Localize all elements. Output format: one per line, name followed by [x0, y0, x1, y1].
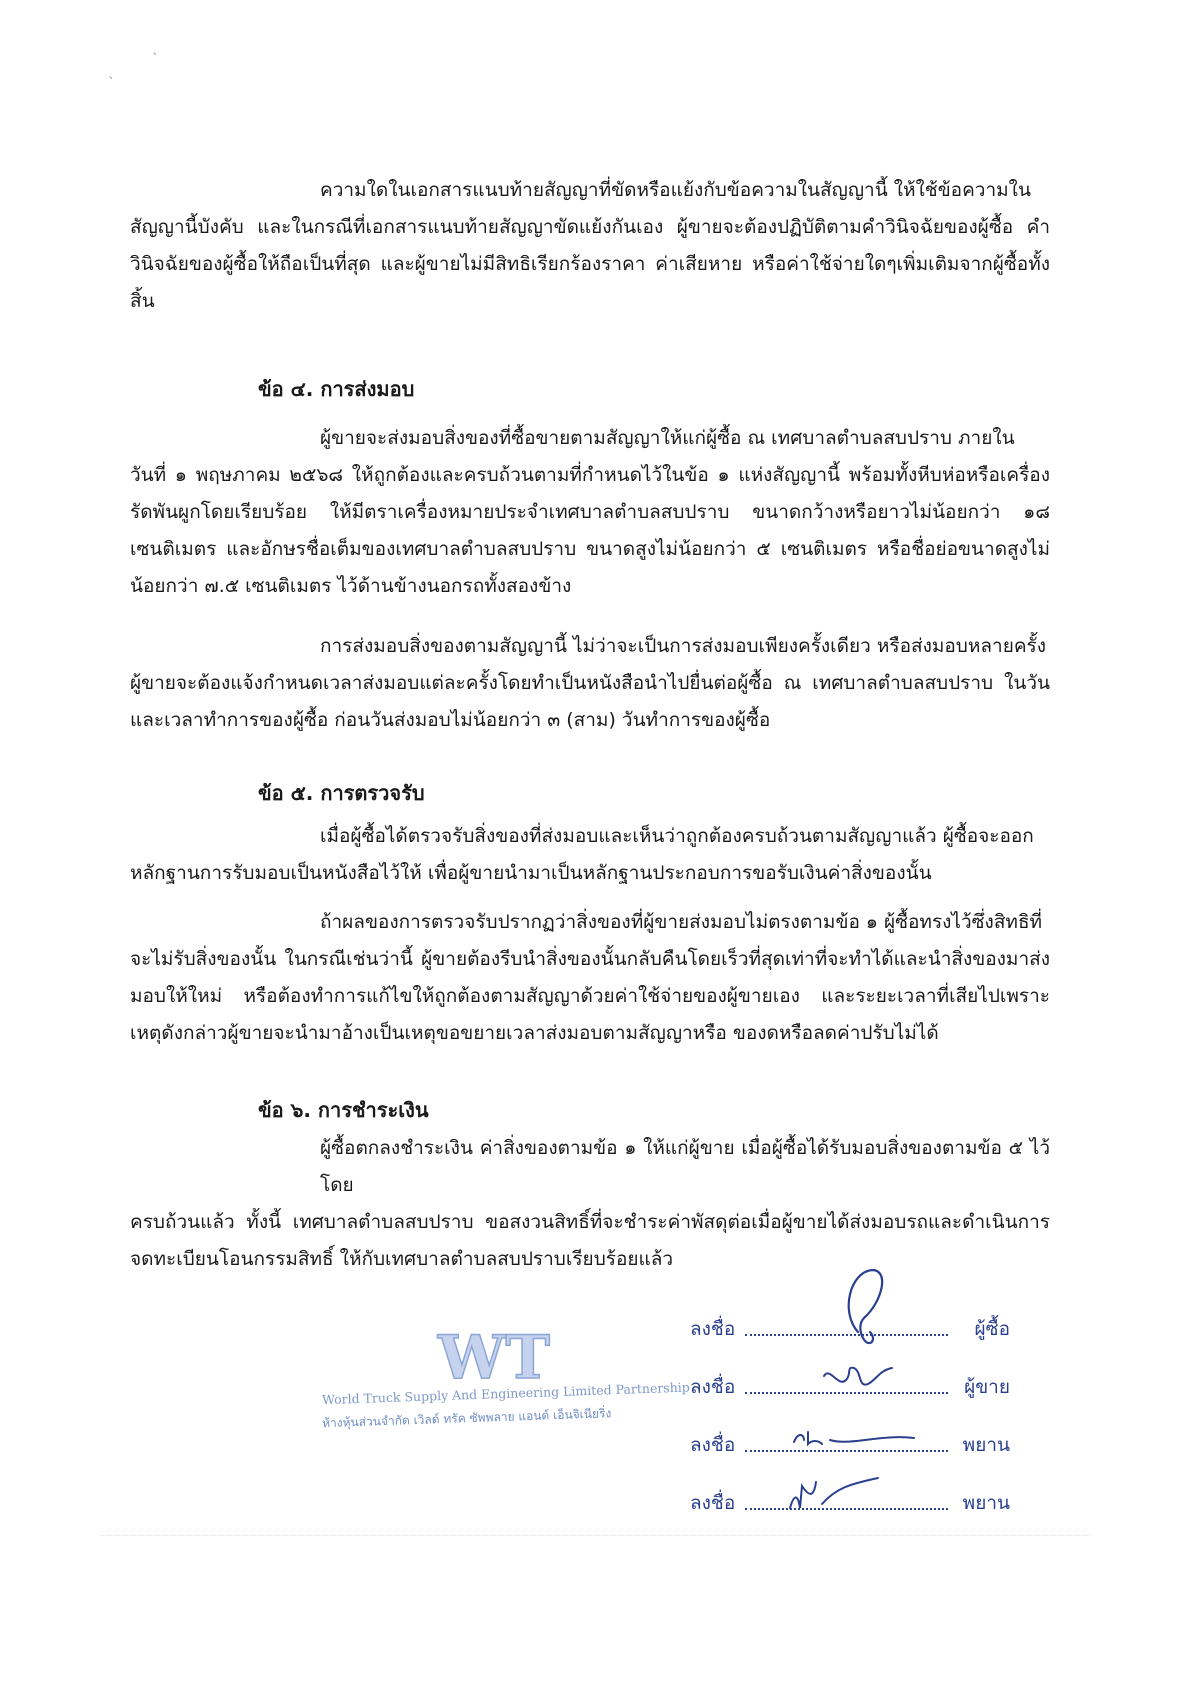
paragraph-body: วันที่ ๑ พฤษภาคม ๒๕๖๘ ให้ถูกต้องและครบถ้วนตามที่กำหนดไว้ในข้อ ๑ แห่งสัญญานี้ พร้อมทั้งหีบห่อหรือเครื่องรัดพันผูกโดยเรียบร้อย ให้มีตราเครื่องหมายประจำเทศบาลตำบลสบปราบ ขนาดกว้างหรือยาวไม่น้อยกว่า ๑๘ เซนติเมตร และอักษรชื่อเต็มของเทศบาลตำบลสบปราบ ขนาดสูงไม่น้อยกว่า ๕ เซนติเมตร หรือชื่อย่อขนาดสูงไม่น้อยกว่า ๗.๕ เซนติเมตร ไว้ด้านข้างนอกรถทั้งสองข้าง — [130, 464, 1050, 597]
company-name-th: ห้างหุ้นส่วนจำกัด เวิลด์ ทรัค ซัพพลาย แอนด์ เอ็นจิเนียริ่ง — [321, 1406, 612, 1431]
clause-5-paragraph-1 — [130, 818, 1050, 892]
paragraph-body: ผู้ขายจะต้องแจ้งกำหนดเวลาส่งมอบแต่ละครั้งโดยทำเป็นหนังสือนำไปยื่นต่อผู้ซื้อ ณ เทศบาลตำบลสบปราบ ในวันและเวลาทำการของผู้ซื้อ ก่อนวันส่งมอบไม่น้อยกว่า ๓ (สาม) วันทำการของผู้ซื้อ — [130, 672, 1050, 731]
paragraph-body: จะไม่รับสิ่งของนั้น ในกรณีเช่นว่านี้ ผู้ขายต้องรีบนำสิ่งของนั้นกลับคืนโดยเร็วที่สุดเท่าที่จะทำได้และนำสิ่งของมาส่งมอบให้ใหม่ หรือต้องทำการแก้ไขให้ถูกต้องตามสัญญาด้วยค่าใช้จ่ายของผู้ขายเอง และระยะเวลาที่เสียไปเพราะเหตุดังกล่าวผู้ขายจะนำมาอ้างเป็นเหตุขอขยายเวลาส่งมอบตามสัญญาหรือ ของดหรือลดค่าปรับไม่ได้ — [130, 948, 1050, 1044]
signature-role: พยาน — [962, 1492, 1010, 1514]
company-name-en: World Truck Supply And Engineering Limited Partnership — [321, 1379, 690, 1408]
wt-logo-text: WT — [437, 1328, 551, 1386]
signature-prefix: ลงชื่อ — [690, 1434, 736, 1456]
signature-prefix: ลงชื่อ — [690, 1318, 736, 1340]
clause-4-paragraph-1 — [130, 420, 1050, 605]
seller-signature — [818, 1358, 898, 1398]
intro-paragraph — [130, 172, 1050, 320]
paragraph-first-line: การส่งมอบสิ่งของตามสัญญานี้ ไม่ว่าจะเป็นการส่งมอบเพียงครั้งเดียว หรือส่งมอบหลายครั้ง — [320, 635, 1047, 657]
signature-role: พยาน — [962, 1434, 1010, 1456]
scan-speck: ˋ — [152, 52, 159, 68]
signature-prefix: ลงชื่อ — [690, 1492, 736, 1514]
signature-role: ผู้ซื้อ — [974, 1318, 1010, 1340]
clause-6-paragraph-1 — [130, 1130, 1050, 1278]
paragraph-first-line: ถ้าผลของการตรวจรับปรากฏว่าสิ่งของที่ผู้ขายส่งมอบไม่ตรงตามข้อ ๑ ผู้ซื้อทรงไว้ซึ่งสิทธิที่ — [320, 911, 1043, 933]
clause-5-heading: ข้อ ๕. การตรวจรับ — [258, 781, 425, 805]
paragraph-first-line: ผู้ซื้อตกลงชำระเงิน ค่าสิ่งของตามข้อ ๑ ให้แก่ผู้ขาย เมื่อผู้ซื้อได้รับมอบสิ่งของตามข้อ ๕ ไว้โดย — [320, 1137, 1050, 1196]
clause-5-paragraph-2 — [130, 904, 1050, 1052]
paragraph-first-line: ความใดในเอกสารแนบท้ายสัญญาที่ขัดหรือแย้งกับข้อความในสัญญานี้ ให้ใช้ข้อความใน — [320, 179, 1031, 201]
buyer-signature — [820, 1262, 900, 1350]
paragraph-first-line: เมื่อผู้ซื้อได้ตรวจรับสิ่งของที่ส่งมอบและเห็นว่าถูกต้องครบถ้วนตามสัญญาแล้ว ผู้ซื้อจะออก — [320, 825, 1034, 847]
paragraph-first-line: ผู้ขายจะส่งมอบสิ่งของที่ซื้อขายตามสัญญาให้แก่ผู้ซื้อ ณ เทศบาลตำบลสบปราบ ภายใน — [320, 427, 1015, 449]
paragraph-body: ครบถ้วนแล้ว ทั้งนี้ เทศบาลตำบลสบปราบ ขอสงวนสิทธิ์ที่จะชำระค่าพัสดุต่อเมื่อผู้ขายได้ส่งมอบรถและดำเนินการจดทะเบียนโอนกรรมสิทธิ์ ให้กับเทศบาลตำบลสบปราบเรียบร้อยแล้ว — [130, 1211, 1050, 1270]
scan-speck: ˋ — [108, 76, 115, 92]
wt-logo — [434, 1328, 554, 1386]
paragraph-body: หลักฐานการรับมอบเป็นหนังสือไว้ให้ เพื่อผู้ขายนำมาเป็นหลักฐานประกอบการขอรับเงินค่าสิ่งของนั้น — [130, 862, 932, 884]
clause-4-heading: ข้อ ๔. การส่งมอบ — [258, 377, 415, 401]
signature-prefix: ลงชื่อ — [690, 1376, 736, 1398]
clause-6-heading: ข้อ ๖. การชำระเงิน — [258, 1098, 429, 1122]
scan-artifact-line — [100, 1535, 1090, 1536]
signature-role: ผู้ขาย — [964, 1376, 1010, 1398]
paragraph-body: สัญญานี้บังคับ และในกรณีที่เอกสารแนบท้ายสัญญาขัดแย้งกันเอง ผู้ขายจะต้องปฏิบัติตามคำวินิจฉัยของผู้ซื้อ คำวินิจฉัยของผู้ซื้อให้ถือเป็นที่สุด และผู้ขายไม่มีสิทธิเรียกร้องราคา ค่าเสียหาย หรือค่าใช้จ่ายใดๆเพิ่มเติมจากผู้ซื้อทั้งสิ้น — [130, 216, 1050, 312]
witness-2-signature — [780, 1468, 900, 1516]
witness-1-signature — [790, 1420, 920, 1456]
clause-4-paragraph-2 — [130, 628, 1050, 739]
company-stamp — [321, 1328, 690, 1438]
